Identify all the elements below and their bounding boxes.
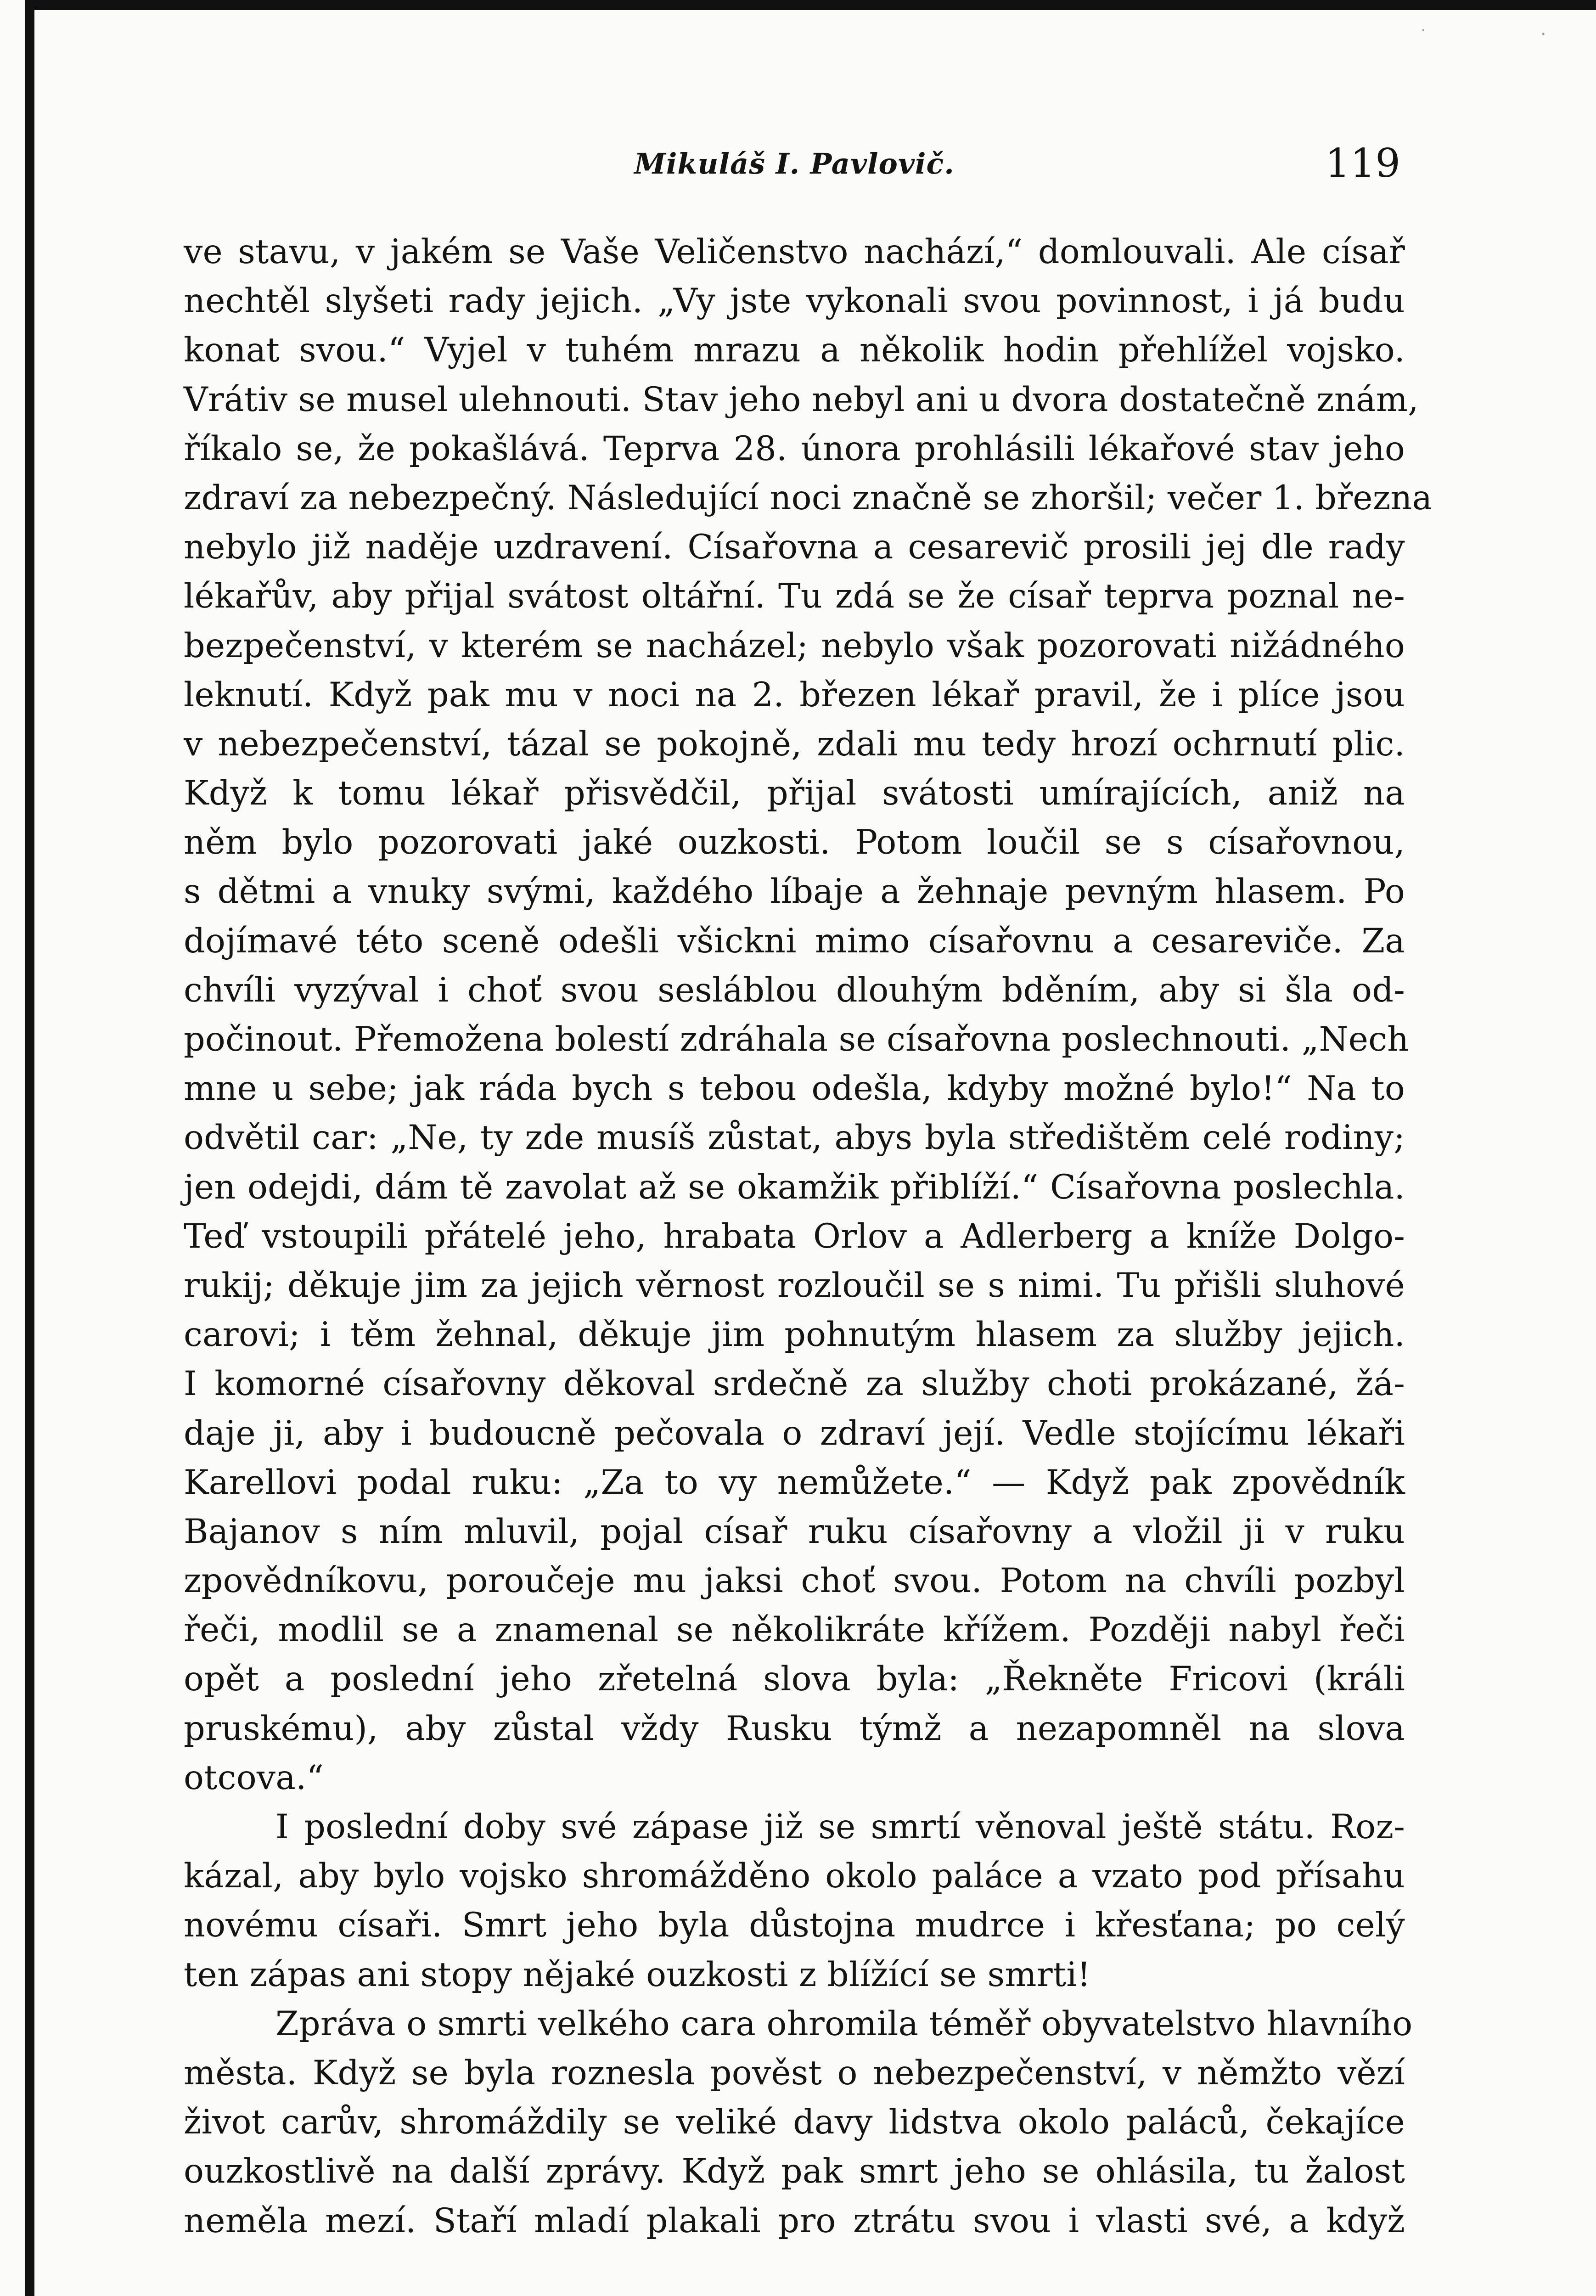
text-line: říkalo se, že pokašlává. Teprva 28. února prohlásili lékařové stav jeho — [184, 429, 1405, 468]
text-line: v nebezpečenství, tázal se pokojně, zdali mu tedy hrozí ochrnutí plic. — [184, 724, 1405, 764]
page-header — [184, 138, 1405, 197]
text-line: zdraví za nebezpečný. Následující noci značně se zhoršil; večer 1. března — [184, 478, 1433, 518]
text-line: Teď vstoupili přátelé jeho, hrabata Orlov a Adlerberg a kníže Dolgo- — [184, 1216, 1405, 1256]
text-line: ouzkostlivě na další zprávy. Když pak smrt jeho se ohlásila, tu žalost — [184, 2152, 1405, 2191]
text-line: otcova.“ — [184, 1758, 324, 1797]
text-line: carovi; i těm žehnal, děkuje jim pohnutým hlasem za služby jejich. — [184, 1315, 1405, 1355]
scan-speck: ˙ — [1419, 27, 1428, 48]
text-line: Zpráva o smrti velkého cara ohromila téměř obyvatelstvo hlavního — [275, 2004, 1413, 2043]
text-line: Když k tomu lékař přisvědčil, přijal svátosti umírajících, aniž na — [184, 774, 1405, 813]
text-line: něm bylo pozorovati jaké ouzkosti. Potom loučil se s císařovnou, — [184, 823, 1405, 862]
text-line: nebylo již naděje uzdravení. Císařovna a cesarevič prosili jej dle rady — [184, 528, 1405, 567]
text-line: bezpečenství, v kterém se nacházel; nebylo však pozorovati nižádného — [184, 626, 1405, 665]
text-line: nechtěl slyšeti rady jejich. „Vy jste vykonali svou povinnost, i já budu — [184, 281, 1405, 321]
scan-border-top — [25, 0, 1596, 10]
text-line: rukij; děkuje jim za jejich věrnost rozloučil se s nimi. Tu přišli sluhové — [184, 1266, 1405, 1305]
text-line: leknutí. Když pak mu v noci na 2. březen lékař pravil, že i plíce jsou — [184, 675, 1405, 715]
text-line: jen odejdi, dám tě zavolat až se okamžik přiblíží.“ Císařovna poslechla. — [184, 1167, 1405, 1207]
body-text — [184, 227, 1433, 2245]
text-line: opět a poslední jeho zřetelná slova byla: „Řekněte Fricovi (králi — [184, 1660, 1405, 1699]
text-line: lékařův, aby přijal svátost oltářní. Tu zdá se že císař teprva poznal ne- — [184, 577, 1405, 616]
text-line: dojímavé této sceně odešli všickni mimo císařovnu a cesareviče. Za — [184, 921, 1405, 961]
text-line: chvíli vyzýval i choť svou sesláblou dlouhým bděním, aby si šla od- — [184, 970, 1405, 1010]
text-line: mne u sebe; jak ráda bych s tebou odešla, kdyby možné bylo!“ Na to — [184, 1069, 1405, 1109]
scan-border-left — [25, 0, 34, 2296]
text-line: neměla mezí. Staří mladí plakali pro ztrátu svou i vlasti své, a když — [184, 2201, 1405, 2240]
text-line: zpovědníkovu, poroučeje mu jaksi choť svou. Potom na chvíli pozbyl — [184, 1561, 1405, 1601]
text-line: konat svou.“ Vyjel v tuhém mrazu a několik hodin přehlížel vojsko. — [184, 331, 1405, 370]
text-line: ve stavu, v jakém se Vaše Veličenstvo nachází,“ domlouvali. Ale císař — [184, 232, 1405, 271]
text-line: Karellovi podal ruku: „Za to vy nemůžete.“ — Když pak zpovědník — [184, 1463, 1405, 1502]
text-line: počinout. Přemožena bolestí zdráhala se císařovna poslechnouti. „Nech — [184, 1020, 1409, 1059]
text-line: odvětil car: „Ne, ty zde musíš zůstat, abys byla středištěm celé rodiny; — [184, 1118, 1405, 1158]
text-line: pruskému), aby zůstal vždy Rusku týmž a nezapomněl na slova — [184, 1709, 1405, 1748]
text-line: život carův, shromáždily se veliké davy lidstva okolo paláců, čekajíce — [184, 2103, 1405, 2142]
page-number: 119 — [1325, 141, 1400, 186]
text-line: I komorné císařovny děkoval srdečně za služby choti prokázané, žá- — [184, 1364, 1405, 1404]
text-line: novému císaři. Smrt jeho byla důstojna mudrce i křesťana; po celý — [184, 1906, 1405, 1945]
text-line: Vrátiv se musel ulehnouti. Stav jeho nebyl ani u dvora dostatečně znám, — [184, 380, 1419, 419]
scan-speck: · — [1540, 24, 1546, 45]
running-title: Mikuláš I. Pavlovič. — [634, 147, 955, 180]
text-line: daje ji, aby i budoucně pečovala o zdraví její. Vedle stojícímu lékaři — [184, 1413, 1405, 1453]
text-line: kázal, aby bylo vojsko shromážděno okolo paláce a vzato pod přísahu — [184, 1857, 1405, 1896]
text-line: řeči, modlil se a znamenal se několikráte křížem. Později nabyl řeči — [184, 1610, 1405, 1650]
text-line: města. Když se byla roznesla pověst o nebezpečenství, v němžto vězí — [184, 2053, 1405, 2093]
text-line: I poslední doby své zápase již se smrtí věnoval ještě státu. Roz- — [275, 1807, 1405, 1846]
text-line: ten zápas ani stopy nějaké ouzkosti z blížící se smrti! — [184, 1955, 1091, 1994]
text-line: Bajanov s ním mluvil, pojal císař ruku císařovny a vložil ji v ruku — [184, 1512, 1405, 1551]
text-line: s dětmi a vnuky svými, každého líbaje a žehnaje pevným hlasem. Po — [184, 872, 1405, 912]
